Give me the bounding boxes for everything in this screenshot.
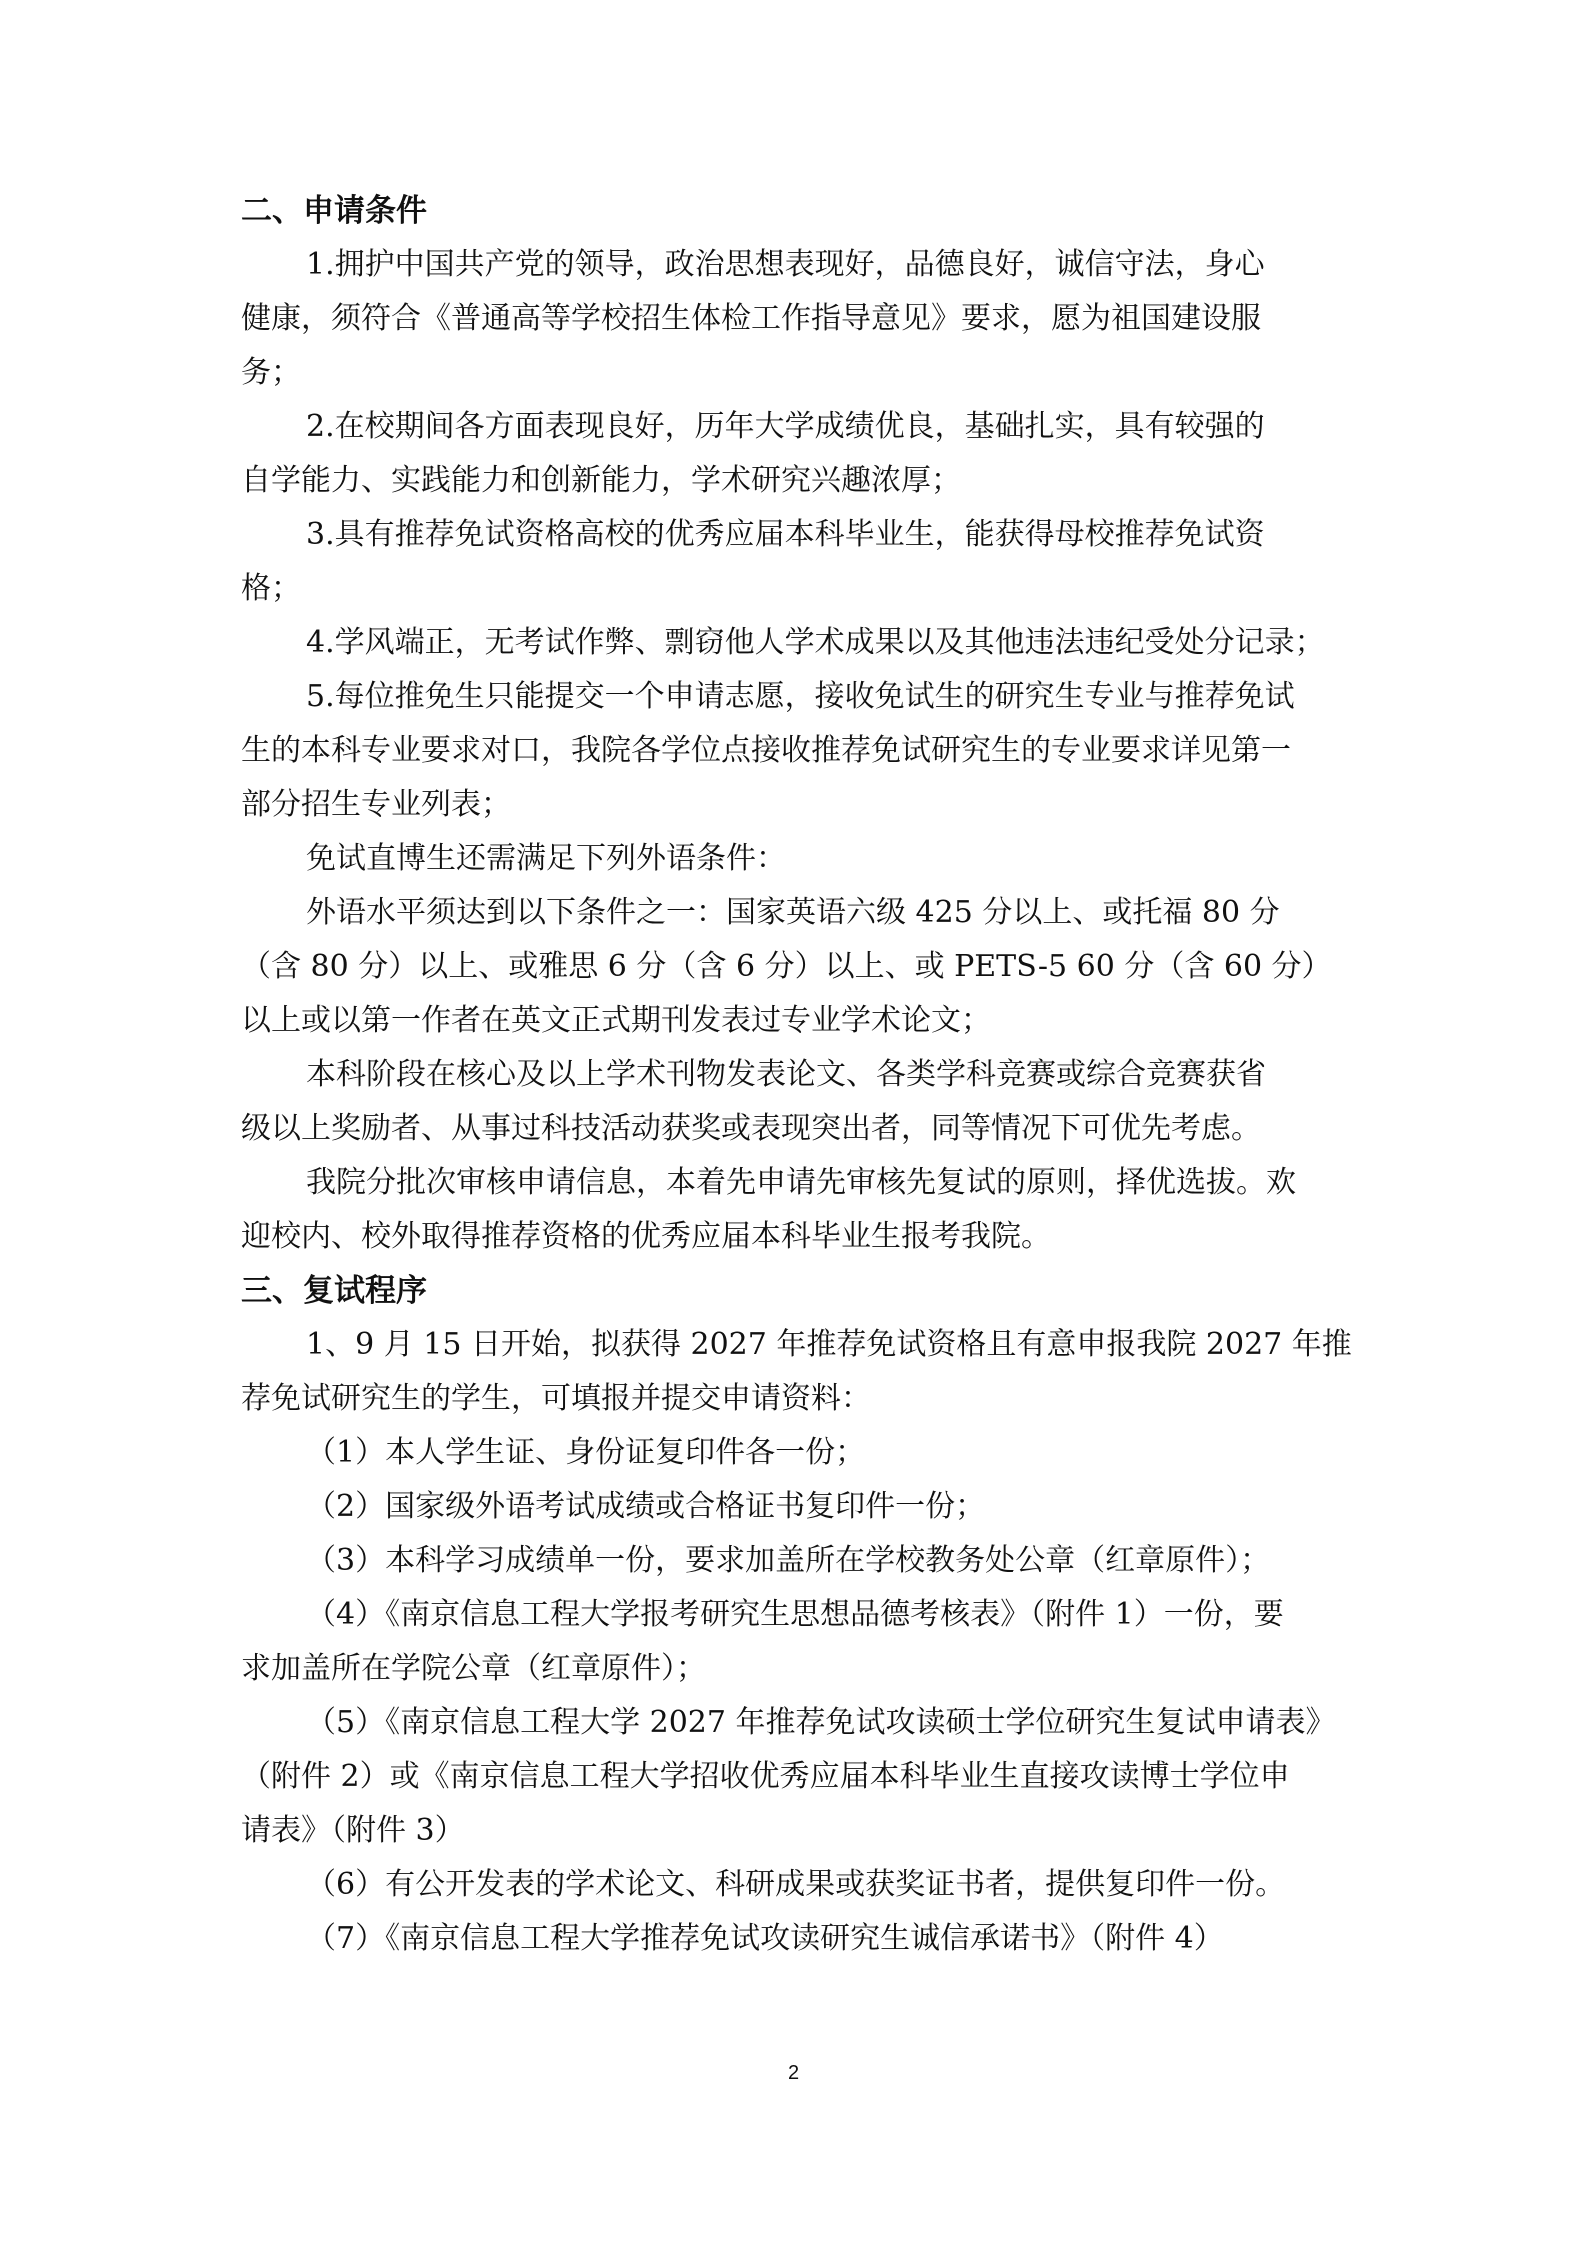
text-line: 部分招生专业列表； <box>241 787 511 822</box>
page-number: 2 <box>787 2062 800 2084</box>
paragraph <box>241 1534 1351 1588</box>
paragraph <box>241 616 1351 670</box>
text-line: 级以上奖励者、从事过科技活动获奖或表现突出者，同等情况下可优先考虑。 <box>241 1111 1261 1146</box>
paragraph <box>241 1048 1351 1156</box>
text-line: 荐免试研究生的学生，可填报并提交申请资料： <box>241 1381 871 1416</box>
paragraph <box>241 1696 1351 1858</box>
text-line: 生的本科专业要求对口，我院各学位点接收推荐免试研究生的专业要求详见第一 <box>241 733 1291 768</box>
paragraph <box>241 238 1351 400</box>
text-line: 1、9 月 15 日开始，拟获得 2027 年推荐免试资格且有意申报我院 2027 年推 <box>306 1327 1352 1362</box>
paragraph <box>241 1480 1351 1534</box>
text-line: 求加盖所在学院公章（红章原件）； <box>241 1651 706 1686</box>
paragraph <box>241 832 1351 886</box>
text-line: 4.学风端正，无考试作弊、剽窃他人学术成果以及其他违法违纪受处分记录； <box>306 625 1325 660</box>
text-line: 5.每位推免生只能提交一个申请志愿，接收免试生的研究生专业与推荐免试 <box>306 679 1295 714</box>
paragraph <box>241 1858 1351 1912</box>
text-line: 3.具有推荐免试资格高校的优秀应届本科毕业生，能获得母校推荐免试资 <box>306 517 1265 552</box>
text-line: （3）本科学习成绩单一份，要求加盖所在学校教务处公章（红章原件）； <box>306 1543 1271 1578</box>
text-line: 请表》（附件 3） <box>241 1813 465 1848</box>
text-line: 以上或以第一作者在英文正式期刊发表过专业学术论文； <box>241 1003 991 1038</box>
text-line: 我院分批次审核申请信息，本着先申请先审核先复试的原则，择优选拔。欢 <box>306 1165 1296 1200</box>
section-heading: 三、复试程序 <box>241 1273 427 1309</box>
section-heading: 二、申请条件 <box>241 193 427 229</box>
text-line: 自学能力、实践能力和创新能力，学术研究兴趣浓厚； <box>241 463 961 498</box>
text-line: 免试直博生还需满足下列外语条件： <box>306 841 786 876</box>
paragraph <box>241 886 1351 1048</box>
text-line: 2.在校期间各方面表现良好，历年大学成绩优良，基础扎实，具有较强的 <box>306 409 1265 444</box>
text-line: 外语水平须达到以下条件之一：国家英语六级 425 分以上、或托福 80 分 <box>306 895 1280 930</box>
paragraph <box>241 400 1351 508</box>
paragraph <box>241 508 1351 616</box>
text-line: （附件 2）或《南京信息工程大学招收优秀应届本科毕业生直接攻读博士学位申 <box>241 1759 1290 1794</box>
text-line: （7）《南京信息工程大学推荐免试攻读研究生诚信承诺书》（附件 4） <box>306 1921 1224 1956</box>
text-line: （4）《南京信息工程大学报考研究生思想品德考核表》（附件 1）一份，要 <box>306 1597 1284 1632</box>
paragraph <box>241 1426 1351 1480</box>
text-line: （1）本人学生证、身份证复印件各一份； <box>306 1435 866 1470</box>
paragraph <box>241 1156 1351 1264</box>
paragraph <box>241 1588 1351 1696</box>
text-line: （含 80 分）以上、或雅思 6 分（含 6 分）以上、或 PETS-5 60 分（含 60 分） <box>241 949 1332 984</box>
paragraph <box>241 670 1351 832</box>
text-line: （2）国家级外语考试成绩或合格证书复印件一份； <box>306 1489 986 1524</box>
text-line: 健康，须符合《普通高等学校招生体检工作指导意见》要求，愿为祖国建设服 <box>241 301 1261 336</box>
text-line: 1.拥护中国共产党的领导，政治思想表现好，品德良好，诚信守法，身心 <box>306 247 1265 282</box>
text-line: （5）《南京信息工程大学 2027 年推荐免试攻读硕士学位研究生复试申请表》 <box>306 1705 1336 1740</box>
document-body <box>241 184 1351 1966</box>
text-line: 格； <box>241 571 301 606</box>
paragraph <box>241 1318 1351 1426</box>
text-line: （6）有公开发表的学术论文、科研成果或获奖证书者，提供复印件一份。 <box>306 1867 1286 1902</box>
text-line: 迎校内、校外取得推荐资格的优秀应届本科毕业生报考我院。 <box>241 1219 1051 1254</box>
text-line: 务； <box>241 355 301 390</box>
paragraph <box>241 1912 1351 1966</box>
text-line: 本科阶段在核心及以上学术刊物发表论文、各类学科竞赛或综合竞赛获省 <box>306 1057 1266 1092</box>
